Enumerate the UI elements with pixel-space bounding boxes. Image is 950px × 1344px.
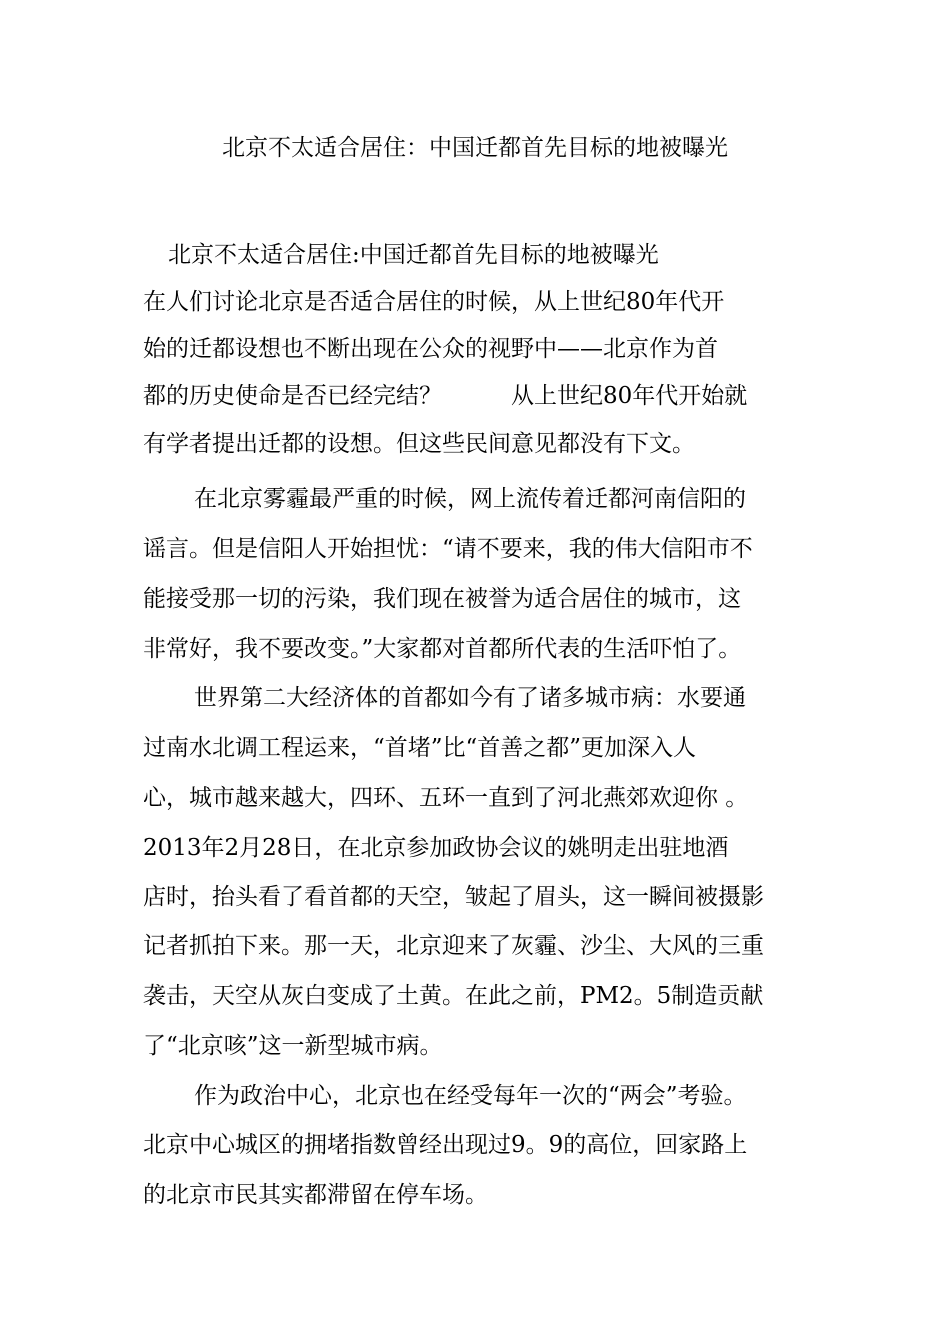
- text-line-17: 作为政治中心，北京也在经受每年一次的“两会”考验。: [194, 1083, 747, 1109]
- text-line-6: 谣言。但是信阳人开始担忧：“请不要来，我的伟大信阳市不: [143, 536, 753, 562]
- text-line-1: 在人们讨论北京是否适合居住的时候，从上世纪80年代开: [143, 289, 725, 315]
- text-line-12: 2013年2月28日，在北京参加政协会议的姚明走出驻地酒: [143, 835, 729, 861]
- text-line-4: 有学者提出迁都的设想。但这些民间意见都没有下文。: [143, 431, 695, 457]
- document-title: 北京不太适合居住：中国迁都首先目标的地被曝光: [222, 135, 728, 161]
- text-line-8: 非常好，我不要改变。”大家都对首都所代表的生活吓怕了。: [143, 636, 742, 662]
- text-line-14: 记者抓拍下来。那一天，北京迎来了灰霾、沙尘、大风的三重: [143, 933, 764, 959]
- text-line-15: 袭击，天空从灰白变成了土黄。在此之前，PM2。5制造贡献: [143, 983, 764, 1009]
- text-line-9: 世界第二大经济体的首都如今有了诸多城市病：水要通: [194, 685, 746, 711]
- text-line-11: 心，城市越来越大，四环、五环一直到了河北燕郊欢迎你 。: [143, 785, 749, 811]
- text-line-13: 店时，抬头看了看首都的天空，皱起了眉头，这一瞬间被摄影: [143, 884, 764, 910]
- text-line-18: 北京中心城区的拥堵指数曾经出现过9。9的高位，回家路上: [143, 1132, 748, 1158]
- text-line-2: 始的迁都设想也不断出现在公众的视野中——北京作为首: [143, 336, 718, 362]
- document-subtitle: 北京不太适合居住:中国迁都首先目标的地被曝光: [168, 242, 659, 268]
- text-line-3: 都的历史使命是否已经完结？ 从上世纪80年代开始就: [143, 383, 748, 409]
- text-line-19: 的北京市民其实都滞留在停车场。: [143, 1182, 488, 1208]
- text-line-5: 在北京雾霾最严重的时候，网上流传着迁都河南信阳的: [194, 486, 746, 512]
- text-line-7: 能接受那一切的污染，我们现在被誉为适合居住的城市，这: [143, 586, 741, 612]
- text-line-10: 过南水北调工程运来，“首堵”比“首善之都”更加深入人: [143, 735, 697, 761]
- text-line-16: 了“北京咳”这一新型城市病。: [143, 1033, 443, 1059]
